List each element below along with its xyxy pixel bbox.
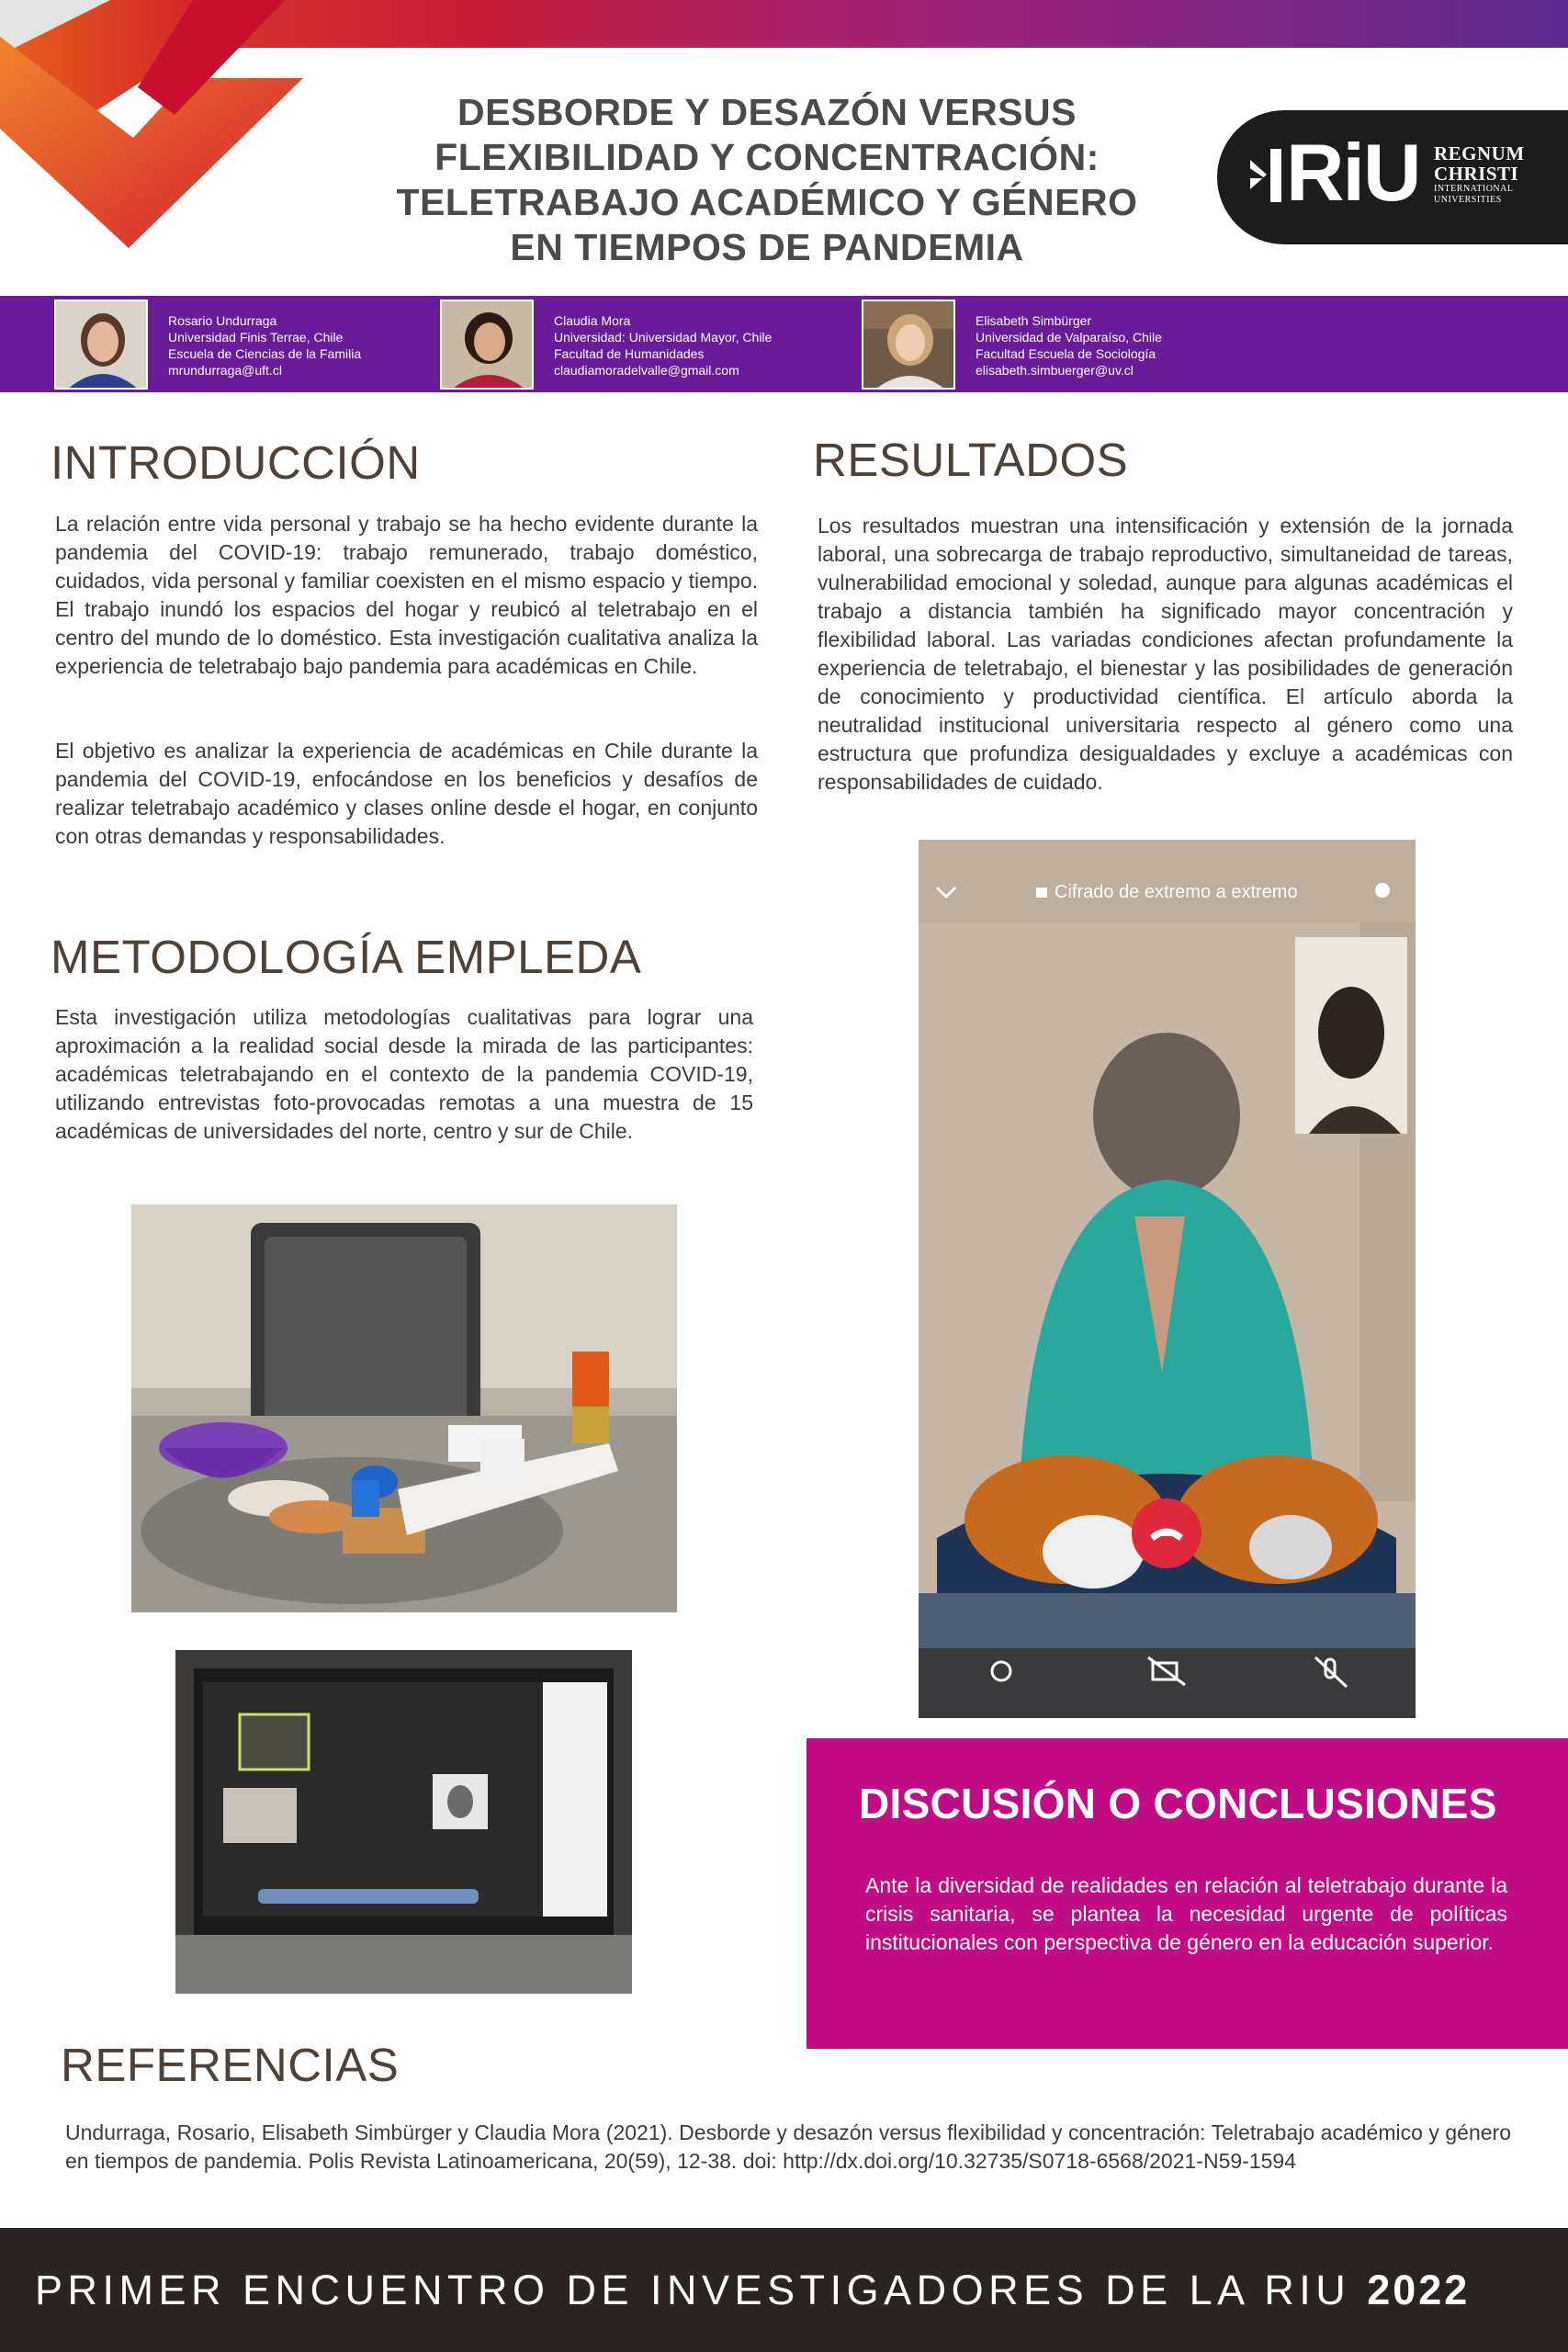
results-paragraph: Los resultados muestran una intensificación y extensión de la jornada laboral, una sobrecarga de trabajo reproductivo, simultaneidad de tareas, vulnerabilidad emocional y soledad, aunque para algunas académicas el trabajo a distancia también ha significado mayor concentración y flexibilidad laboral. Las variadas condiciones afectan profundamente la experiencia de teletrabajo, el bienestar y las posibilidades de generación de conocimiento y productividad científica. El artículo aborda la neutralidad institucional universitaria respecto al género como una estructura que profundiza desigualdades y excluye a académicas con responsabilidades de cuidado. <box>818 514 1513 794</box>
title-line: DESBORDE Y DESAZÓN VERSUS <box>457 91 1077 133</box>
author-photo <box>54 300 148 390</box>
author-email[interactable]: mrundurraga@uft.cl <box>168 363 282 378</box>
intro-paragraph: El objetivo es analizar la experiencia de académicas en Chile durante la pandemia del COVID-19, enfocándose en los beneficios y desafíos de realizar teletrabajo académico y clases online desde el hogar, en conjunto con otras demandas y responsabilidades. <box>55 739 758 848</box>
conclusions-heading: DISCUSIÓN O CONCLUSIONES <box>859 1780 1497 1827</box>
author-unit: Facultad Escuela de Sociología <box>976 346 1156 361</box>
kitchen-sink-photo <box>131 1204 677 1612</box>
references-heading: REFERENCIAS <box>61 2039 400 2091</box>
author-affiliation: Universidad: Universidad Mayor, Chile <box>554 330 773 345</box>
laptop-video-call-photo <box>175 1650 632 1994</box>
author-unit: Escuela de Ciencias de la Familia <box>168 346 362 361</box>
title-line: EN TIEMPOS DE PANDEMIA <box>510 226 1024 268</box>
methods-paragraph: Esta investigación utiliza metodologías cualitativas para lograr una aproximación a la realidad social desde la mirada de las participantes: académicas teletrabajando en el contexto de la pandemia COVID-19, utilizando entrevistas foto-provocadas remotas a una muestra de 15 académicas de universidades del norte, centro y sur de Chile. <box>55 1005 753 1143</box>
footer-event <box>35 2265 1470 2316</box>
conclusions-paragraph: Ante la diversidad de realidades en relación al teletrabajo durante la crisis sanitaria, se plantea la necesidad urgente de políticas institucionales con perspectiva de género en la educación superior. <box>865 1873 1507 1954</box>
author-unit: Facultad de Humanidades <box>554 346 705 361</box>
footer <box>0 2228 1568 2352</box>
footer-event-name: PRIMER ENCUENTRO DE INVESTIGADORES DE LA RIU <box>35 2267 1351 2313</box>
conclusions-box <box>807 1738 1568 2049</box>
author-name: Elisabeth Simbürger <box>976 313 1092 328</box>
poster-title <box>363 90 1171 270</box>
author-name: Claudia Mora <box>554 313 631 328</box>
riu-logo <box>1217 110 1568 244</box>
logo-subtitle: REGNUM CHRISTI INTERNATIONAL UNIVERSITIES <box>1434 142 1525 205</box>
author-affiliation: Universidad Finis Terrae, Chile <box>168 330 344 345</box>
intro-heading: INTRODUCCIÓN <box>51 436 421 489</box>
phone-video-call-photo <box>919 840 1416 1718</box>
title-line: TELETRABAJO ACADÉMICO Y GÉNERO <box>396 181 1138 223</box>
results-heading: RESULTADOS <box>813 434 1129 486</box>
author-info <box>554 312 772 379</box>
logo-wordmark: RiU <box>1286 127 1420 218</box>
reference-entry: Undurraga, Rosario, Elisabeth Simbürger y Claudia Mora (2021). Desborde y desazón versus flexibilidad y concentración: Teletrabajo académico y género en tiempos de pandemia. Polis Revista Latinoamericana, 20(59), 12-38. doi: http://dx.doi.org/10.32735/S0718-6568/2021-N59-1594 <box>65 2120 1511 2173</box>
cross-emblem-icon <box>1245 138 1291 211</box>
author-photo <box>862 300 955 390</box>
footer-year: 2022 <box>1367 2267 1471 2313</box>
author-info <box>976 312 1162 379</box>
author-photo <box>440 300 534 390</box>
intro-paragraph: La relación entre vida personal y trabajo se ha hecho evidente durante la pandemia del COVID-19: trabajo remunerado, trabajo doméstico, cuidados, vida personal y familiar coexisten en el mismo espacio y tiempo. El trabajo inundó los espacios del hogar y reubicó al teletrabajo en el centro del mundo de lo doméstico. Esta investigación cualitativa analiza la experiencia de teletrabajo bajo pandemia para académicas en Chile. <box>55 512 758 678</box>
author-email[interactable]: elisabeth.simbuerger@uv.cl <box>976 363 1134 378</box>
author-affiliation: Universidad de Valparaíso, Chile <box>976 330 1162 345</box>
author-info <box>168 312 361 379</box>
author-email[interactable]: claudiamoradelvalle@gmail.com <box>554 363 739 378</box>
authors-band <box>0 296 1568 392</box>
encryption-status: Cifrado de extremo a extremo <box>1055 882 1298 902</box>
title-line: FLEXIBILIDAD Y CONCENTRACIÓN: <box>434 136 1100 178</box>
author-name: Rosario Undurraga <box>168 313 277 328</box>
methods-heading: METODOLOGÍA EMPLEDA <box>51 931 642 983</box>
